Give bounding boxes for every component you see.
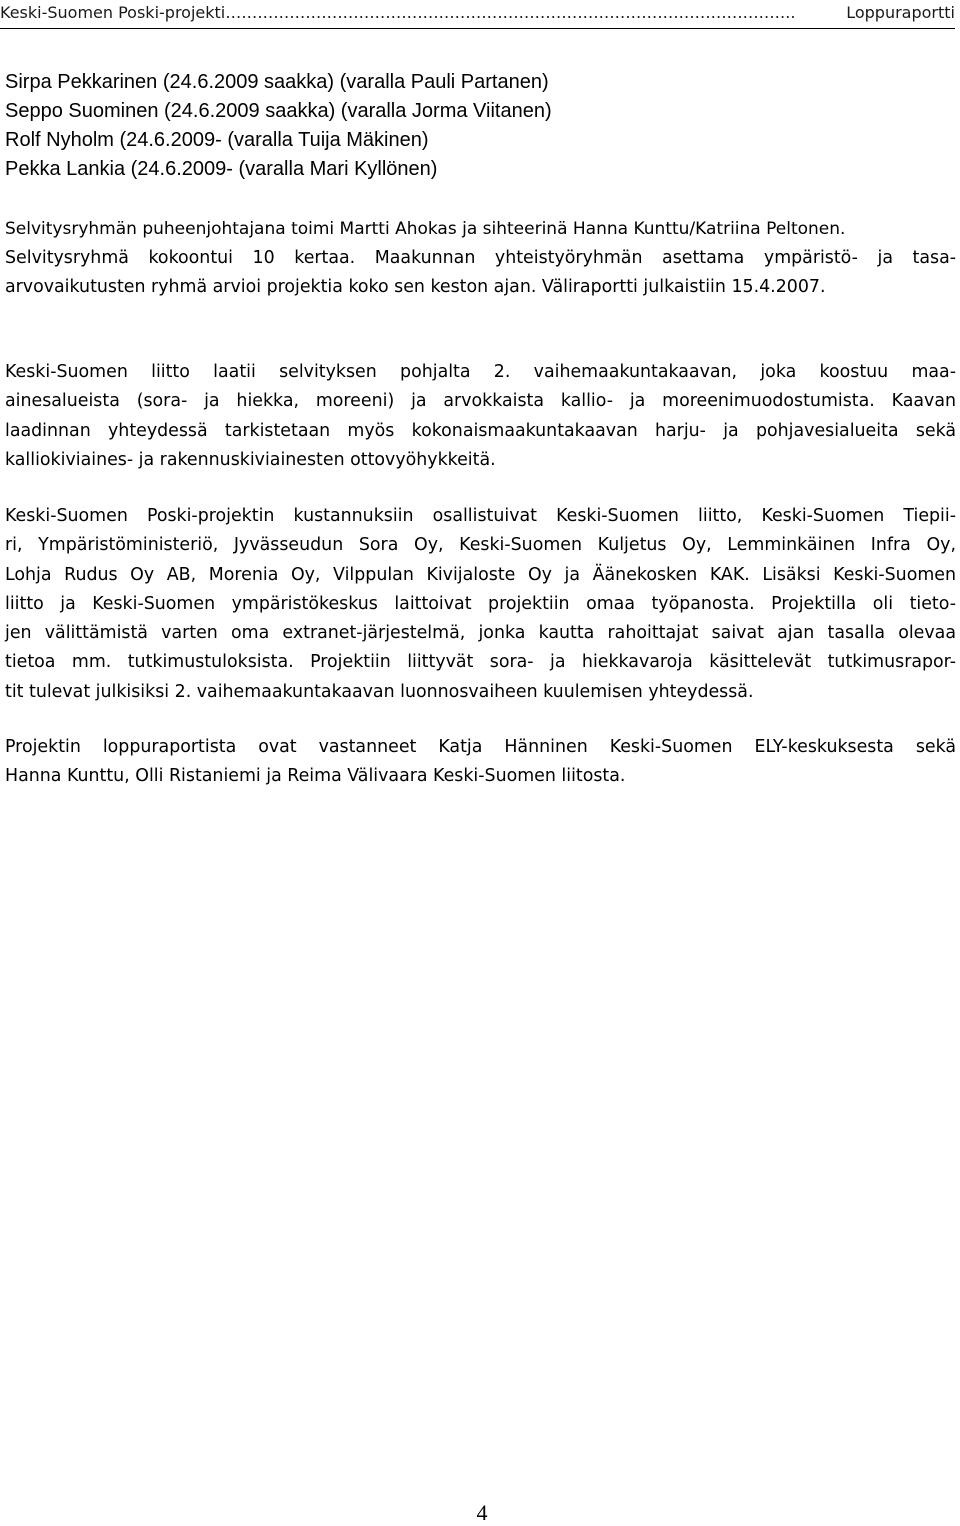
- member-line: Rolf Nyholm (24.6.2009- (varalla Tuija Mäkinen): [5, 129, 429, 151]
- authors-paragraph: [5, 733, 956, 792]
- paragraph-line: Selvitysryhmän puheenjohtajana toimi Martti Ahokas ja sihteerinä Hanna Kunttu/Katriina Peltonen.: [5, 219, 846, 239]
- paragraph-line: jen välittämistä varten oma extranet-järjestelmä, jonka kautta rahoittajat saivat ajan tasalla olevaa: [5, 623, 956, 644]
- paragraph-line: kalliokiviaines- ja rakennuskiviainesten ottovyöhykkeitä.: [5, 449, 496, 470]
- member-line: Sirpa Pekkarinen (24.6.2009 saakka) (varalla Pauli Partanen): [5, 71, 549, 93]
- paragraph-line: tit tulevat julkisiksi 2. vaihemaakuntakaavan luonnosvaiheen kuulemisen yhteydessä.: [5, 681, 754, 702]
- member-line: Pekka Lankia (24.6.2009- (varalla Mari Kyllönen): [5, 158, 438, 180]
- paragraph-line: liitto ja Keski-Suomen ympäristökeskus laittoivat projektiin omaa työpanosta. Projektilla oli tieto-: [5, 593, 956, 614]
- header-project-title: Keski-Suomen Poski-projekti……………………………………………………………………………………………..: [0, 3, 796, 22]
- paragraph-line: Keski-Suomen liitto laatii selvityksen pohjalta 2. vaihemaakuntakaavan, joka koostuu maa-: [5, 362, 956, 382]
- header-divider: [0, 28, 955, 29]
- paragraph-line: arvovaikutusten ryhmä arvioi projektia koko sen keston ajan. Väliraportti julkaistiin 15.4.2007.: [5, 277, 826, 298]
- paragraph-line: Lohja Rudus Oy AB, Morenia Oy, Vilppulan Kivijaloste Oy ja Äänekosken KAK. Lisäksi Keski-Suomen: [5, 564, 956, 585]
- paragraph-line: Keski-Suomen Poski-projektin kustannuksiin osallistuivat Keski-Suomen liitto, Keski-Suomen Tiepii-: [5, 506, 956, 526]
- paragraph-line: Projektin loppuraportista ovat vastanneet Katja Hänninen Keski-Suomen ELY-keskuksesta sekä: [5, 737, 956, 757]
- meetings-paragraph: [5, 244, 956, 303]
- liitto-paragraph: [5, 358, 956, 475]
- chair-paragraph: [5, 215, 956, 244]
- header-report-title: Loppuraportti: [846, 3, 955, 22]
- paragraph-line: Hanna Kunttu, Olli Ristaniemi ja Reima Välivaara Keski-Suomen liitosta.: [5, 766, 626, 787]
- page-number: 4: [476, 1500, 488, 1525]
- paragraph-line: laadinnan yhteydessä tarkistetaan myös kokonaismaakuntakaavan harju- ja pohjavesialueita sekä: [5, 420, 956, 441]
- paragraph-line: Selvitysryhmä kokoontui 10 kertaa. Maakunnan yhteistyöryhmän asettama ympäristö- ja tasa-: [5, 248, 956, 268]
- costs-paragraph: [5, 502, 956, 707]
- paragraph-line: ri, Ympäristöministeriö, Jyvässeudun Sora Oy, Keski-Suomen Kuljetus Oy, Lemminkäinen Infra Oy,: [5, 535, 956, 556]
- running-header: [0, 0, 955, 26]
- member-line: Seppo Suominen (24.6.2009 saakka) (varalla Jorma Viitanen): [5, 100, 552, 122]
- paragraph-line: tietoa mm. tutkimustuloksista. Projektiin liittyvät sora- ja hiekkavaroja käsittelevät tutkimusrapor-: [5, 652, 956, 673]
- member-list: [5, 68, 552, 184]
- paragraph-line: ainesalueista (sora- ja hiekka, moreeni) ja arvokkaista kallio- ja moreenimuodostumista. Kaavan: [5, 391, 956, 412]
